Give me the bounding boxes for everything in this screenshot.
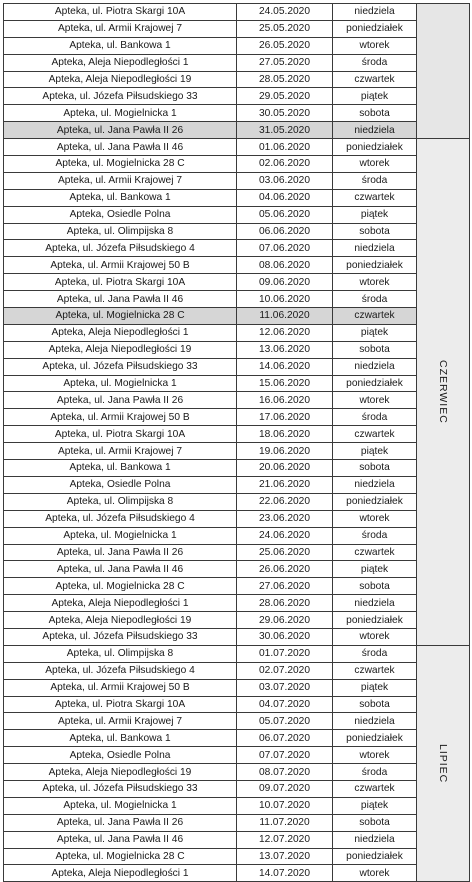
- weekday-cell: piątek: [333, 206, 417, 223]
- weekday-cell: sobota: [333, 814, 417, 831]
- date-cell: 30.05.2020: [237, 105, 333, 122]
- pharmacy-name-cell: Apteka, Aleja Niepodległości 19: [4, 71, 237, 88]
- weekday-cell: niedziela: [333, 831, 417, 848]
- weekday-cell: poniedziałek: [333, 612, 417, 629]
- pharmacy-name-cell: Apteka, ul. Józefa Piłsudskiego 4: [4, 662, 237, 679]
- table-row: [4, 679, 470, 696]
- date-cell: 12.06.2020: [237, 324, 333, 341]
- weekday-cell: wtorek: [333, 510, 417, 527]
- date-cell: 15.06.2020: [237, 375, 333, 392]
- table-row: [4, 730, 470, 747]
- pharmacy-name-cell: Apteka, ul. Józefa Piłsudskiego 33: [4, 780, 237, 797]
- date-cell: 04.06.2020: [237, 189, 333, 206]
- weekday-cell: piątek: [333, 679, 417, 696]
- date-cell: 08.07.2020: [237, 764, 333, 781]
- table-row: [4, 747, 470, 764]
- pharmacy-name-cell: Apteka, Aleja Niepodległości 1: [4, 595, 237, 612]
- month-label-cell: [417, 645, 470, 881]
- table-row: [4, 780, 470, 797]
- weekday-cell: środa: [333, 172, 417, 189]
- pharmacy-name-cell: Apteka, ul. Mogielnicka 28 C: [4, 848, 237, 865]
- table-row: [4, 612, 470, 629]
- table-row: [4, 797, 470, 814]
- weekday-cell: poniedziałek: [333, 139, 417, 156]
- date-cell: 10.06.2020: [237, 291, 333, 308]
- pharmacy-name-cell: Apteka, ul. Jana Pawła II 46: [4, 291, 237, 308]
- date-cell: 05.07.2020: [237, 713, 333, 730]
- date-cell: 26.06.2020: [237, 561, 333, 578]
- pharmacy-name-cell: Apteka, ul. Bankowa 1: [4, 189, 237, 206]
- table-row: [4, 493, 470, 510]
- pharmacy-name-cell: Apteka, ul. Armii Krajowej 7: [4, 443, 237, 460]
- pharmacy-name-cell: Apteka, ul. Piotra Skargi 10A: [4, 696, 237, 713]
- weekday-cell: niedziela: [333, 358, 417, 375]
- pharmacy-name-cell: Apteka, ul. Armii Krajowej 7: [4, 172, 237, 189]
- date-cell: 01.06.2020: [237, 139, 333, 156]
- pharmacy-name-cell: Apteka, ul. Jana Pawła II 26: [4, 392, 237, 409]
- date-cell: 25.06.2020: [237, 544, 333, 561]
- pharmacy-name-cell: Apteka, ul. Józefa Piłsudskiego 33: [4, 358, 237, 375]
- weekday-cell: czwartek: [333, 189, 417, 206]
- pharmacy-name-cell: Apteka, Aleja Niepodległości 1: [4, 324, 237, 341]
- date-cell: 06.06.2020: [237, 223, 333, 240]
- table-row: [4, 696, 470, 713]
- table-row: [4, 341, 470, 358]
- pharmacy-name-cell: Apteka, ul. Mogielnicka 1: [4, 527, 237, 544]
- pharmacy-name-cell: Apteka, ul. Mogielnicka 1: [4, 105, 237, 122]
- pharmacy-name-cell: Apteka, Osiedle Polna: [4, 747, 237, 764]
- weekday-cell: środa: [333, 645, 417, 662]
- weekday-cell: wtorek: [333, 865, 417, 882]
- table-row: [4, 240, 470, 257]
- weekday-cell: piątek: [333, 88, 417, 105]
- date-cell: 27.05.2020: [237, 54, 333, 71]
- weekday-cell: czwartek: [333, 426, 417, 443]
- pharmacy-name-cell: Apteka, ul. Piotra Skargi 10A: [4, 4, 237, 21]
- weekday-cell: czwartek: [333, 544, 417, 561]
- pharmacy-name-cell: Apteka, ul. Mogielnicka 1: [4, 797, 237, 814]
- pharmacy-name-cell: Apteka, ul. Piotra Skargi 10A: [4, 426, 237, 443]
- pharmacy-name-cell: Apteka, ul. Bankowa 1: [4, 730, 237, 747]
- pharmacy-name-cell: Apteka, ul. Józefa Piłsudskiego 33: [4, 628, 237, 645]
- weekday-cell: poniedziałek: [333, 375, 417, 392]
- pharmacy-name-cell: Apteka, ul. Jana Pawła II 26: [4, 122, 237, 139]
- weekday-cell: środa: [333, 291, 417, 308]
- pharmacy-name-cell: Apteka, ul. Armii Krajowej 50 B: [4, 409, 237, 426]
- weekday-cell: piątek: [333, 443, 417, 460]
- table-row: [4, 105, 470, 122]
- table-row: [4, 578, 470, 595]
- table-row: [4, 88, 470, 105]
- date-cell: 04.07.2020: [237, 696, 333, 713]
- table-row: [4, 662, 470, 679]
- date-cell: 03.07.2020: [237, 679, 333, 696]
- table-row: [4, 764, 470, 781]
- weekday-cell: środa: [333, 54, 417, 71]
- weekday-cell: poniedziałek: [333, 20, 417, 37]
- weekday-cell: środa: [333, 764, 417, 781]
- pharmacy-name-cell: Apteka, ul. Bankowa 1: [4, 460, 237, 477]
- month-label: CZERWIEC: [437, 360, 449, 424]
- pharmacy-name-cell: Apteka, ul. Armii Krajowej 50 B: [4, 257, 237, 274]
- table-row: [4, 865, 470, 882]
- table-row: [4, 274, 470, 291]
- weekday-cell: sobota: [333, 696, 417, 713]
- table-row: [4, 392, 470, 409]
- weekday-cell: wtorek: [333, 392, 417, 409]
- schedule-table-body: [4, 4, 470, 882]
- pharmacy-name-cell: Apteka, ul. Jana Pawła II 46: [4, 831, 237, 848]
- schedule-table: [3, 3, 470, 882]
- table-row: [4, 20, 470, 37]
- weekday-cell: niedziela: [333, 4, 417, 21]
- table-row: [4, 510, 470, 527]
- pharmacy-name-cell: Apteka, ul. Jana Pawła II 26: [4, 544, 237, 561]
- date-cell: 16.06.2020: [237, 392, 333, 409]
- date-cell: 13.07.2020: [237, 848, 333, 865]
- table-row: [4, 476, 470, 493]
- table-row: [4, 122, 470, 139]
- weekday-cell: sobota: [333, 105, 417, 122]
- table-row: [4, 156, 470, 173]
- date-cell: 26.05.2020: [237, 37, 333, 54]
- weekday-cell: piątek: [333, 324, 417, 341]
- date-cell: 22.06.2020: [237, 493, 333, 510]
- table-row: [4, 848, 470, 865]
- pharmacy-name-cell: Apteka, Aleja Niepodległości 1: [4, 54, 237, 71]
- pharmacy-name-cell: Apteka, Aleja Niepodległości 19: [4, 341, 237, 358]
- table-row: [4, 561, 470, 578]
- date-cell: 07.06.2020: [237, 240, 333, 257]
- date-cell: 01.07.2020: [237, 645, 333, 662]
- weekday-cell: poniedziałek: [333, 493, 417, 510]
- date-cell: 09.06.2020: [237, 274, 333, 291]
- table-row: [4, 595, 470, 612]
- date-cell: 18.06.2020: [237, 426, 333, 443]
- date-cell: 11.06.2020: [237, 308, 333, 325]
- date-cell: 02.07.2020: [237, 662, 333, 679]
- date-cell: 21.06.2020: [237, 476, 333, 493]
- table-row: [4, 223, 470, 240]
- month-label: LIPIEC: [437, 743, 449, 784]
- date-cell: 12.07.2020: [237, 831, 333, 848]
- table-row: [4, 257, 470, 274]
- pharmacy-name-cell: Apteka, ul. Józefa Piłsudskiego 4: [4, 240, 237, 257]
- date-cell: 17.06.2020: [237, 409, 333, 426]
- table-row: [4, 54, 470, 71]
- weekday-cell: wtorek: [333, 274, 417, 291]
- weekday-cell: czwartek: [333, 780, 417, 797]
- pharmacy-name-cell: Apteka, ul. Bankowa 1: [4, 37, 237, 54]
- table-row: [4, 37, 470, 54]
- pharmacy-name-cell: Apteka, ul. Olimpijska 8: [4, 493, 237, 510]
- month-label-cell: [417, 139, 470, 646]
- pharmacy-name-cell: Apteka, ul. Mogielnicka 28 C: [4, 308, 237, 325]
- weekday-cell: sobota: [333, 223, 417, 240]
- date-cell: 23.06.2020: [237, 510, 333, 527]
- date-cell: 28.06.2020: [237, 595, 333, 612]
- date-cell: 29.06.2020: [237, 612, 333, 629]
- weekday-cell: wtorek: [333, 747, 417, 764]
- table-row: [4, 291, 470, 308]
- weekday-cell: sobota: [333, 578, 417, 595]
- date-cell: 14.06.2020: [237, 358, 333, 375]
- date-cell: 14.07.2020: [237, 865, 333, 882]
- weekday-cell: niedziela: [333, 713, 417, 730]
- pharmacy-name-cell: Apteka, ul. Jana Pawła II 46: [4, 561, 237, 578]
- date-cell: 03.06.2020: [237, 172, 333, 189]
- pharmacy-name-cell: Apteka, Osiedle Polna: [4, 206, 237, 223]
- date-cell: 20.06.2020: [237, 460, 333, 477]
- weekday-cell: sobota: [333, 460, 417, 477]
- weekday-cell: wtorek: [333, 628, 417, 645]
- weekday-cell: czwartek: [333, 662, 417, 679]
- weekday-cell: poniedziałek: [333, 848, 417, 865]
- weekday-cell: środa: [333, 409, 417, 426]
- date-cell: 19.06.2020: [237, 443, 333, 460]
- table-row: [4, 139, 470, 156]
- weekday-cell: niedziela: [333, 476, 417, 493]
- date-cell: 31.05.2020: [237, 122, 333, 139]
- pharmacy-name-cell: Apteka, Aleja Niepodległości 1: [4, 865, 237, 882]
- table-row: [4, 713, 470, 730]
- pharmacy-name-cell: Apteka, ul. Józefa Piłsudskiego 4: [4, 510, 237, 527]
- pharmacy-duty-schedule: [3, 3, 469, 882]
- pharmacy-name-cell: Apteka, Aleja Niepodległości 19: [4, 612, 237, 629]
- table-row: [4, 4, 470, 21]
- weekday-cell: piątek: [333, 561, 417, 578]
- weekday-cell: sobota: [333, 341, 417, 358]
- date-cell: 29.05.2020: [237, 88, 333, 105]
- weekday-cell: wtorek: [333, 156, 417, 173]
- table-row: [4, 814, 470, 831]
- weekday-cell: niedziela: [333, 122, 417, 139]
- pharmacy-name-cell: Apteka, ul. Piotra Skargi 10A: [4, 274, 237, 291]
- date-cell: 06.07.2020: [237, 730, 333, 747]
- table-row: [4, 206, 470, 223]
- date-cell: 25.05.2020: [237, 20, 333, 37]
- table-row: [4, 831, 470, 848]
- table-row: [4, 324, 470, 341]
- date-cell: 13.06.2020: [237, 341, 333, 358]
- date-cell: 05.06.2020: [237, 206, 333, 223]
- table-row: [4, 375, 470, 392]
- table-row: [4, 409, 470, 426]
- date-cell: 10.07.2020: [237, 797, 333, 814]
- date-cell: 28.05.2020: [237, 71, 333, 88]
- weekday-cell: poniedziałek: [333, 257, 417, 274]
- weekday-cell: czwartek: [333, 308, 417, 325]
- weekday-cell: niedziela: [333, 595, 417, 612]
- date-cell: 08.06.2020: [237, 257, 333, 274]
- pharmacy-name-cell: Apteka, ul. Jana Pawła II 26: [4, 814, 237, 831]
- pharmacy-name-cell: Apteka, ul. Mogielnicka 28 C: [4, 578, 237, 595]
- date-cell: 02.06.2020: [237, 156, 333, 173]
- pharmacy-name-cell: Apteka, ul. Jana Pawła II 46: [4, 139, 237, 156]
- table-row: [4, 172, 470, 189]
- date-cell: 09.07.2020: [237, 780, 333, 797]
- weekday-cell: piątek: [333, 797, 417, 814]
- table-row: [4, 71, 470, 88]
- pharmacy-name-cell: Apteka, ul. Olimpijska 8: [4, 223, 237, 240]
- date-cell: 11.07.2020: [237, 814, 333, 831]
- date-cell: 27.06.2020: [237, 578, 333, 595]
- weekday-cell: środa: [333, 527, 417, 544]
- table-row: [4, 443, 470, 460]
- pharmacy-name-cell: Apteka, ul. Mogielnicka 1: [4, 375, 237, 392]
- table-row: [4, 527, 470, 544]
- weekday-cell: wtorek: [333, 37, 417, 54]
- date-cell: 07.07.2020: [237, 747, 333, 764]
- date-cell: 24.05.2020: [237, 4, 333, 21]
- table-row: [4, 628, 470, 645]
- date-cell: 30.06.2020: [237, 628, 333, 645]
- table-row: [4, 426, 470, 443]
- table-row: [4, 189, 470, 206]
- table-row: [4, 358, 470, 375]
- weekday-cell: czwartek: [333, 71, 417, 88]
- table-row: [4, 308, 470, 325]
- table-row: [4, 460, 470, 477]
- pharmacy-name-cell: Apteka, Aleja Niepodległości 19: [4, 764, 237, 781]
- pharmacy-name-cell: Apteka, ul. Mogielnicka 28 C: [4, 156, 237, 173]
- month-label-cell: [417, 4, 470, 139]
- weekday-cell: poniedziałek: [333, 730, 417, 747]
- pharmacy-name-cell: Apteka, ul. Armii Krajowej 7: [4, 20, 237, 37]
- weekday-cell: niedziela: [333, 240, 417, 257]
- date-cell: 24.06.2020: [237, 527, 333, 544]
- pharmacy-name-cell: Apteka, ul. Armii Krajowej 7: [4, 713, 237, 730]
- table-row: [4, 544, 470, 561]
- pharmacy-name-cell: Apteka, ul. Olimpijska 8: [4, 645, 237, 662]
- table-row: [4, 645, 470, 662]
- pharmacy-name-cell: Apteka, Osiedle Polna: [4, 476, 237, 493]
- pharmacy-name-cell: Apteka, ul. Armii Krajowej 50 B: [4, 679, 237, 696]
- pharmacy-name-cell: Apteka, ul. Józefa Piłsudskiego 33: [4, 88, 237, 105]
